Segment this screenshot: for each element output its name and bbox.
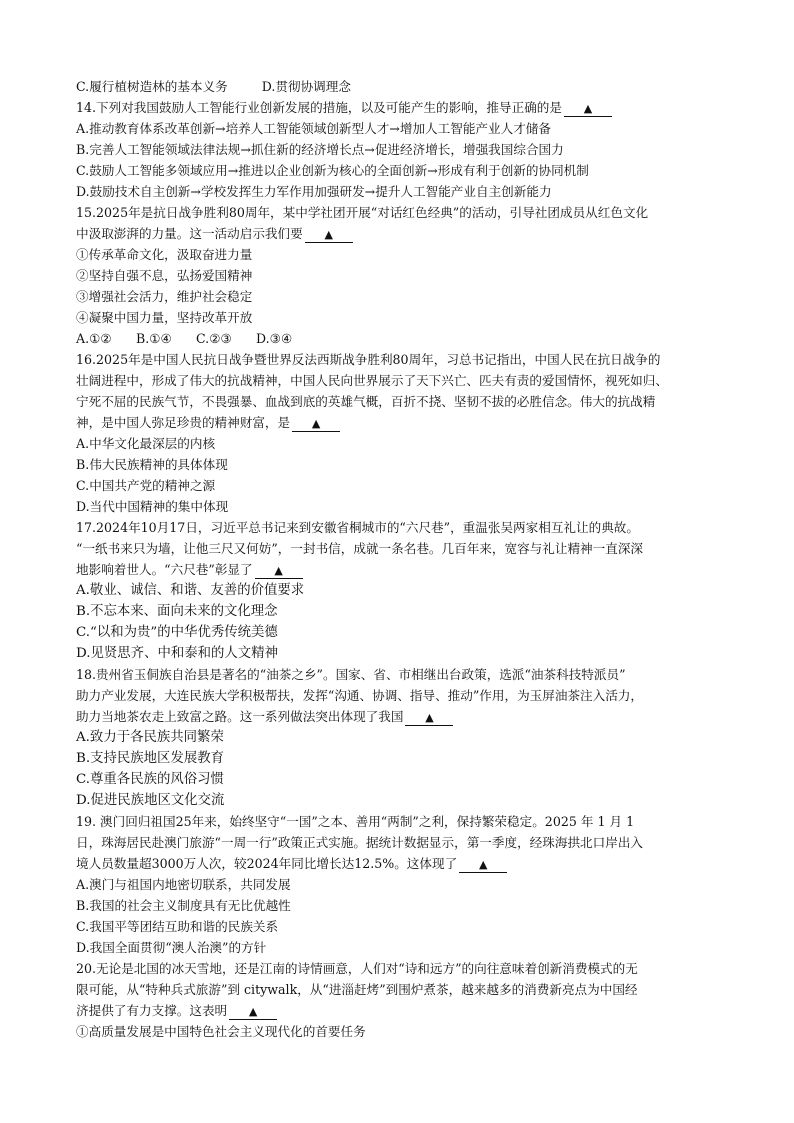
question-14-text: 14.下列对我国鼓励人工智能行业创新发展的措施，以及可能产生的影响，推导正确的是 xyxy=(76,100,562,115)
triangle-marker: ▲ xyxy=(311,417,321,430)
answer-blank xyxy=(292,415,340,432)
option-d: D.鼓励技术自主创新→学校发挥生力军作用加强研发→提升人工智能产业自主创新能力 xyxy=(76,184,552,199)
question-15-stem-line: 15.2025年是抗日战争胜利80周年，某中学社团开展“对话红色经典”的活动，引导社团成员从红色文化 xyxy=(76,205,649,220)
question-17-stem-line: “一纸书来只为墙，让他三尺又何妨”，一封书信，成就一条名巷。几百年来，宽容与礼让精神一直深深 xyxy=(76,541,644,556)
triangle-marker: ▲ xyxy=(425,711,434,724)
option-d: D.③④ xyxy=(256,331,293,346)
prev-question-options xyxy=(76,76,754,97)
option-c: C.中国共产党的精神之源 xyxy=(76,478,216,493)
option-b: B.伟大民族精神的具体体现 xyxy=(76,457,228,472)
question-16-stem-line: 16.2025年是中国人民抗日战争暨世界反法西斯战争胜利80周年，习总书记指出，中国人民在抗日战争的 xyxy=(76,352,661,367)
question-18-text: 助力当地茶农走上致富之路。这一系列做法突出体现了我国 xyxy=(76,709,404,724)
option-c: C.我国平等团结互助和谐的民族关系 xyxy=(76,919,279,934)
option-b: B.①④ xyxy=(136,331,172,346)
answer-blank xyxy=(305,226,353,243)
option-a: A.致力于各民族共同繁荣 xyxy=(76,730,224,745)
option-a: A.澳门与祖国内地密切联系，共同发展 xyxy=(76,877,291,892)
option-c: C.②③ xyxy=(196,331,232,346)
option-a: A.敬业、诚信、和谐、友善的价值要求 xyxy=(76,583,305,598)
question-20-stem-line: 20.无论是北国的冰天雪地，还是江南的诗情画意，人们对“诗和远方”的向往意味着创新消费模式的无 xyxy=(76,961,638,976)
question-16 xyxy=(76,349,754,517)
question-15-stem-line xyxy=(76,223,754,244)
triangle-marker: ▲ xyxy=(274,564,283,577)
statement-item: ②坚持自强不息，弘扬爱国精神 xyxy=(76,268,253,283)
question-19-stem-line: 日，珠海居民赴澳门旅游“一周一行”政策正式实施。据统计数据显示，第一季度，经珠海拱北口岸出入 xyxy=(76,835,644,850)
option-d: D.当代中国精神的集中体现 xyxy=(76,499,229,514)
prev-option-d: D.贯彻协调理念 xyxy=(261,79,351,94)
question-18 xyxy=(76,664,754,811)
question-15-options xyxy=(76,328,754,349)
question-17-stem-line: 17.2024年10月17日，习近平总书记来到安徽省桐城市的“六尺巷”，重温张吴两家相互礼让的典故。 xyxy=(76,520,639,535)
option-c: C.鼓励人工智能多领域应用→推进以企业创新为核心的全面创新→形成有利于创新的协同机制 xyxy=(76,163,589,178)
option-c: C.尊重各民族的风俗习惯 xyxy=(76,772,224,787)
option-a: A.中华文化最深层的内核 xyxy=(76,436,216,451)
option-d: D.促进民族地区文化交流 xyxy=(76,793,225,808)
question-17-stem-line xyxy=(76,559,754,580)
question-17 xyxy=(76,517,754,664)
question-19-stem-line: 19. 澳门回归祖国25年来，始终坚守“一国”之本、善用“两制”之利，保持繁荣稳定。2025 年 1 月 1 xyxy=(76,814,635,829)
triangle-marker: ▲ xyxy=(583,102,593,115)
question-14 xyxy=(76,97,754,202)
statement-item: ③增强社会活力，维护社会稳定 xyxy=(76,289,253,304)
question-15 xyxy=(76,202,754,349)
option-c: C.“以和为贵”的中华优秀传统美德 xyxy=(76,625,278,640)
option-b: B.支持民族地区发展教育 xyxy=(76,751,225,766)
question-20-text: 济提供了有力支撑。这表明 xyxy=(76,1003,228,1018)
option-a: A.①② xyxy=(76,331,112,346)
triangle-marker: ▲ xyxy=(248,1005,258,1018)
question-16-stem-line xyxy=(76,412,754,433)
question-14-stem xyxy=(76,97,754,118)
option-d: D.我国全面贯彻“澳人治澳”的方针 xyxy=(76,940,267,955)
question-18-stem-line: 18.贵州省玉侗族自治县是著名的“油茶之乡”。国家、省、市相继出台政策，选派“油茶科技特派员” xyxy=(76,667,626,682)
prev-option-c: C.履行植树造林的基本义务 xyxy=(76,79,228,94)
question-19 xyxy=(76,811,754,958)
option-b: B.不忘本来、面向未来的文化理念 xyxy=(76,604,278,619)
statement-item: ①传承革命文化，汲取奋进力量 xyxy=(76,247,253,262)
question-16-text: 神，是中国人弥足珍贵的精神财富，是 xyxy=(76,415,291,430)
statement-item: ①高质量发展是中国特色社会主义现代化的首要任务 xyxy=(76,1024,366,1039)
triangle-marker: ▲ xyxy=(324,228,333,241)
question-20 xyxy=(76,958,754,1042)
answer-blank xyxy=(255,562,303,579)
triangle-marker: ▲ xyxy=(478,858,488,871)
question-18-stem-line: 助力产业发展，大连民族大学积极帮扶，发挥“沟通、协调、指导、推动”作用，为玉屏油茶注入活力， xyxy=(76,688,644,703)
question-16-stem-line: 壮阔进程中，形成了伟大的抗战精神，中国人民向世界展示了天下兴亡、匹夫有责的爱国情怀，视死如归、 xyxy=(76,373,668,388)
question-20-stem-line: 限可能，从“特种兵式旅游”到 citywalk，从“进淄赶烤”到围炉煮茶，越来越多的消费新亮点为中国经 xyxy=(76,982,638,997)
question-17-text: 地影响着世人。“六尺巷”彰显了 xyxy=(76,562,253,577)
option-b: B.我国的社会主义制度具有无比优越性 xyxy=(76,898,291,913)
question-20-stem-line xyxy=(76,1000,754,1021)
option-d: D.见贤思齐、中和泰和的人文精神 xyxy=(76,646,278,661)
answer-blank xyxy=(229,1003,277,1020)
answer-blank xyxy=(459,856,507,873)
question-19-text: 境人员数量超3000万人次，较2024年同比增长达12.5%。这体现了 xyxy=(76,856,458,871)
question-19-stem-line xyxy=(76,853,754,874)
option-a: A.推动教育体系改革创新→培养人工智能领域创新型人才→增加人工智能产业人才储备 xyxy=(76,121,551,136)
option-b: B.完善人工智能领域法律法规→抓住新的经济增长点→促进经济增长，增强我国综合国力 xyxy=(76,142,564,157)
answer-blank xyxy=(405,709,453,726)
question-15-text: 中汲取澎湃的力量。这一活动启示我们要 xyxy=(76,226,303,241)
answer-blank xyxy=(564,100,612,117)
question-16-stem-line: 宁死不屈的民族气节，不畏强暴、血战到底的英雄气概，百折不挠、坚韧不拔的必胜信念。伟大的抗战精 xyxy=(76,394,656,409)
question-18-stem-line xyxy=(76,706,754,727)
statement-item: ④凝聚中国力量，坚持改革开放 xyxy=(76,310,253,325)
